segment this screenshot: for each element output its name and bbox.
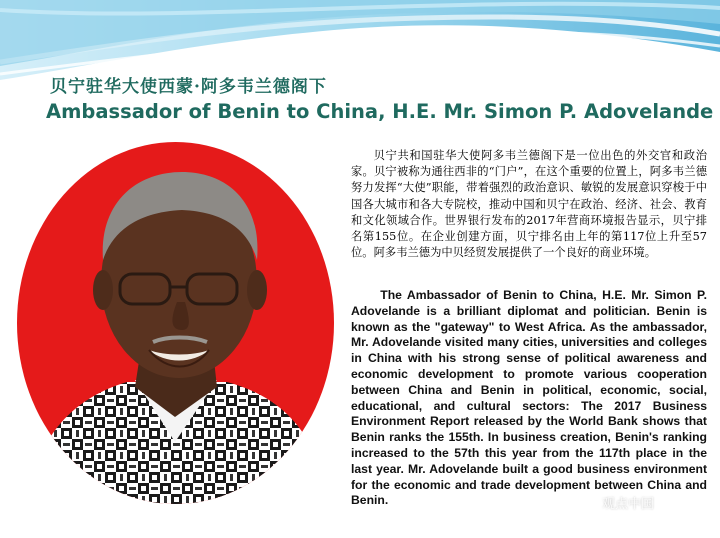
page-title-english: Ambassador of Benin to China, H.E. Mr. Simon P. Adovelande [46, 100, 714, 123]
watermark-text: 观点中国 [602, 497, 655, 512]
page-title-chinese: 贝宁驻华大使西蒙·阿多韦兰德阁下 [50, 77, 327, 97]
biography-paragraph-english: The Ambassador of Benin to China, H.E. Mr. Simon P. Adovelande is a brilliant diplomat and politician. Benin is known as the "gateway" to West Africa. As the ambassador, Mr. Adovelande visited many cities, universities and colleges in China with his strong sense of political awareness and economic development to promote various cooperation between China and Benin in political, economic, social, educational, and cultural sectors: The 2017 Business Environment Report released by the World Bank shows that Benin ranks the 155th. In business creation, Benin's ranking increased to the 57th this year from the 117th place in the last year. Mr. Adovelande built a good business environment for the economic and trade development between China and Benin. [351, 288, 707, 508]
ambassador-portrait-photo [17, 142, 334, 504]
biography-paragraph-chinese: 贝宁共和国驻华大使阿多韦兰德阁下是一位出色的外交官和政治家。贝宁被称为通往西非的“门户”，在这个重要的位置上，阿多韦兰德努力发挥“大使”职能，带着强烈的政治意识、敏锐的发展意识穿梭于中国各大城市和各大专院校，推动中国和贝宁在政治、经济、社会、教育和文化领域合作。世界银行发布的2017年营商环境报告显示，贝宁排名第155位。在企业创建方面，贝宁排名由上年的第117位上升至57位。阿多韦兰德为中贝经贸发展提供了一个良好的商业环境。 [351, 149, 707, 260]
